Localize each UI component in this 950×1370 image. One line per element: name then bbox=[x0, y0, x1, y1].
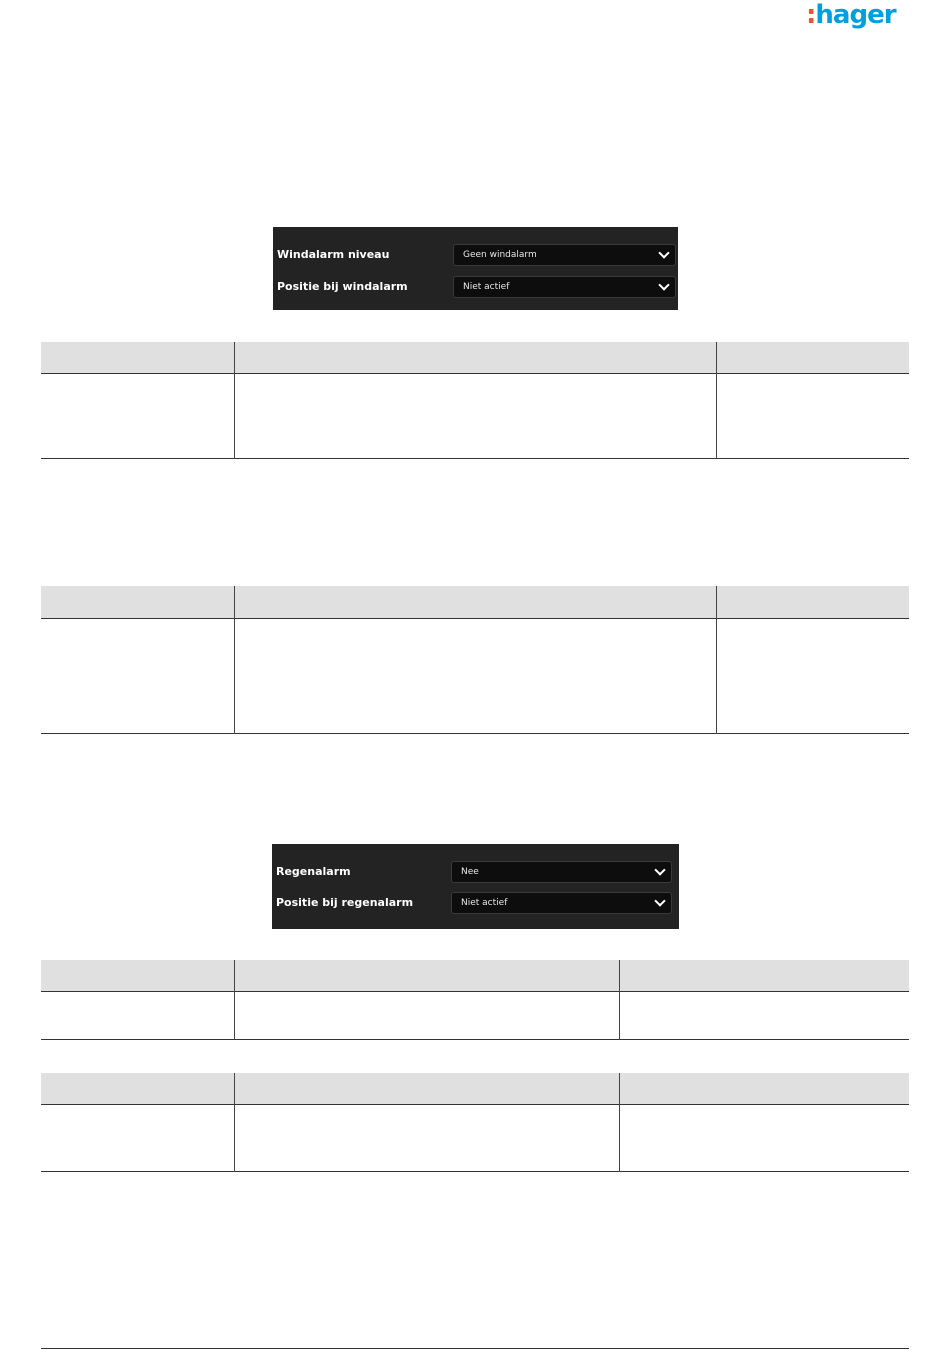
table-body bbox=[41, 1104, 909, 1172]
wind-alarm-position-row bbox=[273, 276, 678, 300]
column-divider bbox=[234, 586, 235, 734]
chevron-down-icon bbox=[654, 895, 665, 906]
parameter-table-2 bbox=[41, 586, 909, 734]
chevron-down-icon bbox=[654, 864, 665, 875]
table-header bbox=[41, 586, 909, 618]
wind-alarm-level-select[interactable] bbox=[453, 244, 676, 266]
rain-alarm-value: Nee bbox=[461, 867, 479, 877]
column-divider bbox=[716, 586, 717, 734]
table-body bbox=[41, 618, 909, 734]
rain-alarm-position-row bbox=[272, 892, 679, 916]
wind-alarm-position-select[interactable] bbox=[453, 276, 676, 298]
column-divider bbox=[619, 1073, 620, 1172]
column-divider bbox=[234, 342, 235, 459]
chevron-down-icon bbox=[658, 279, 669, 290]
logo-colon: : bbox=[806, 0, 816, 30]
rain-alarm-label: Regenalarm bbox=[276, 865, 351, 878]
rain-alarm-row bbox=[272, 861, 679, 885]
rain-alarm-position-label: Positie bij regenalarm bbox=[276, 896, 414, 909]
chevron-down-icon bbox=[658, 247, 669, 258]
wind-alarm-level-label: Windalarm niveau bbox=[277, 248, 390, 261]
table-header bbox=[41, 342, 909, 373]
hager-logo bbox=[806, 0, 896, 30]
rain-alarm-select[interactable] bbox=[451, 861, 672, 883]
table-header bbox=[41, 960, 909, 991]
column-divider bbox=[716, 342, 717, 459]
logo-word: hager bbox=[815, 0, 896, 30]
rain-alarm-position-value: Niet actief bbox=[461, 898, 508, 908]
column-divider bbox=[234, 1073, 235, 1172]
wind-alarm-level-value: Geen windalarm bbox=[463, 250, 537, 260]
column-divider bbox=[619, 960, 620, 1040]
parameter-table-4 bbox=[41, 1073, 909, 1172]
table-body bbox=[41, 991, 909, 1040]
footer-rule bbox=[41, 1348, 909, 1349]
wind-alarm-position-value: Niet actief bbox=[463, 282, 510, 292]
rain-alarm-panel bbox=[272, 844, 679, 929]
table-header bbox=[41, 1073, 909, 1104]
wind-alarm-level-row bbox=[273, 244, 678, 268]
wind-alarm-panel bbox=[273, 227, 678, 310]
parameter-table-3 bbox=[41, 960, 909, 1040]
parameter-table-1 bbox=[41, 342, 909, 459]
column-divider bbox=[234, 960, 235, 1040]
rain-alarm-position-select[interactable] bbox=[451, 892, 672, 914]
wind-alarm-position-label: Positie bij windalarm bbox=[277, 280, 408, 293]
table-body bbox=[41, 373, 909, 459]
